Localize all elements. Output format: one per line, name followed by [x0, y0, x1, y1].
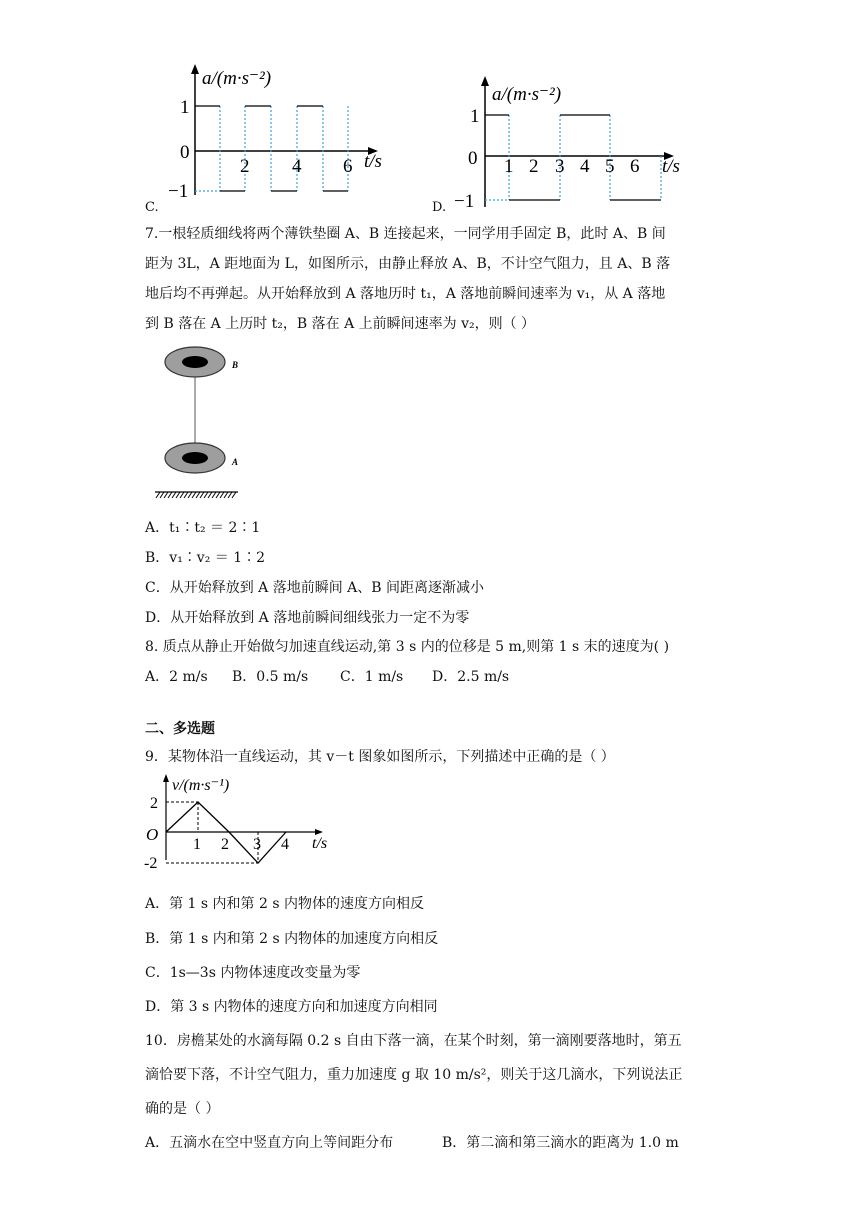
q7-option-d: D．从开始释放到 A 落地前瞬间细线张力一定不为零	[145, 610, 470, 626]
graph-d-xtick-3: 3	[555, 156, 565, 177]
q7-line-4: 到 B 落在 A 上历时 t₂，B 落在 A 上前瞬间速率为 v₂，则（ ）	[145, 316, 536, 332]
graph-d	[440, 72, 700, 222]
graph-d-ytick-neg1: −1	[454, 191, 475, 212]
graph-c-ytick-neg1: −1	[168, 181, 189, 202]
q7-option-c: C．从开始释放到 A 落地前瞬间 A、B 间距离逐渐减小	[145, 580, 485, 596]
graph-d-xtick-6: 6	[630, 156, 640, 177]
graph-d-xtick-2: 2	[529, 156, 539, 177]
graph-d-ytick-1: 1	[470, 106, 480, 127]
graph-d-xtick-1: 1	[504, 156, 514, 177]
q7-label-a: A	[232, 457, 239, 467]
q9-option-a: A．第 1 s 内和第 2 s 内物体的速度方向相反	[145, 896, 424, 912]
q8-option-a: A．2 m/s	[145, 669, 208, 685]
graph-c-xtick-4: 4	[292, 156, 302, 177]
q10-line-3: 确的是（ ）	[145, 1101, 220, 1117]
q8-option-c: C．1 m/s	[340, 669, 404, 685]
q8-option-d: D．2.5 m/s	[432, 669, 510, 685]
graph-c-xtick-6: 6	[343, 156, 353, 177]
q9-option-b: B．第 1 s 内和第 2 s 内物体的加速度方向相反	[145, 931, 439, 947]
q7-washers-figure	[150, 340, 260, 505]
q7-line-3: 地后均不再弹起。从开始释放到 A 落地历时 t₁，A 落地前瞬间速率为 v₁，从 A 落地	[145, 286, 666, 302]
graph-c-ytick-1: 1	[180, 97, 190, 118]
graph-c-xtick-2: 2	[240, 156, 250, 177]
graph-d-xtick-5: 5	[605, 156, 615, 177]
q9-option-d: D．第 3 s 内物体的速度方向和加速度方向相同	[145, 999, 438, 1015]
q7-line-2: 距为 3L，A 距地面为 L，如图所示，由静止释放 A、B，不计空气阻力，且 A、B 落	[145, 256, 671, 272]
graph-d-ylabel: a/(m·s⁻²)	[492, 84, 562, 105]
graph-c-xlabel: t/s	[364, 151, 382, 172]
q9-vt-graph	[140, 772, 340, 872]
q9-option-c: C．1s—3s 内物体速度改变量为零	[145, 965, 361, 981]
graph-d-ytick-0: 0	[468, 148, 478, 169]
q9-xtick-2: 2	[221, 836, 229, 853]
q9-xlabel: t/s	[312, 835, 328, 852]
q9-ytick-neg2: -2	[144, 855, 158, 872]
q10-line-1: 10．房檐某处的水滴每隔 0.2 s 自由下落一滴，在某个时刻，第一滴刚要落地时，第五	[145, 1033, 682, 1049]
q10-option-a: A．五滴水在空中竖直方向上等间距分布	[145, 1135, 394, 1151]
graph-c	[140, 60, 400, 220]
q10-option-b: B．第二滴和第三滴水的距离为 1.0 m	[442, 1135, 679, 1151]
q9-origin: O	[146, 825, 159, 844]
q7-label-b: B	[232, 360, 239, 370]
graph-d-xlabel: t/s	[662, 156, 680, 177]
q9-ytick-2: 2	[150, 795, 158, 812]
graph-d-xtick-4: 4	[580, 156, 590, 177]
q9-xtick-1: 1	[193, 836, 201, 853]
graph-c-letter: C.	[145, 200, 159, 215]
q7-option-a: A．t₁∶t₂ ＝ 2∶1	[145, 520, 261, 536]
q7-option-b: B．v₁∶v₂ ＝ 1∶2	[145, 550, 266, 566]
q8-text: 8. 质点从静止开始做匀加速直线运动,第 3 s 内的位移是 5 m,则第 1 s 末的速度为( )	[145, 639, 670, 655]
graph-d-letter: D.	[432, 200, 447, 215]
q8-option-b: B．0.5 m/s	[232, 669, 309, 685]
q9-xtick-3: 3	[253, 836, 261, 853]
q10-line-2: 滴恰要下落，不计空气阻力，重力加速度 g 取 10 m/s²，则关于这几滴水，下列说法正	[145, 1067, 683, 1083]
q9-xtick-4: 4	[281, 836, 289, 853]
q9-text: 9．某物体沿一直线运动，其 v－t 图象如图所示，下列描述中正确的是（ ）	[145, 749, 615, 765]
q7-line-1: 7.一根轻质细线将两个薄铁垫圈 A、B 连接起来，一同学用手固定 B，此时 A、B 间	[145, 226, 666, 242]
graph-c-ytick-0: 0	[180, 142, 190, 163]
q9-ylabel: v/(m·s⁻¹)	[172, 777, 230, 794]
graph-c-guides	[195, 106, 348, 191]
section-heading-multiple-choice: 二、多选题	[145, 721, 215, 737]
graph-c-ylabel: a/(m·s⁻²)	[202, 68, 272, 89]
